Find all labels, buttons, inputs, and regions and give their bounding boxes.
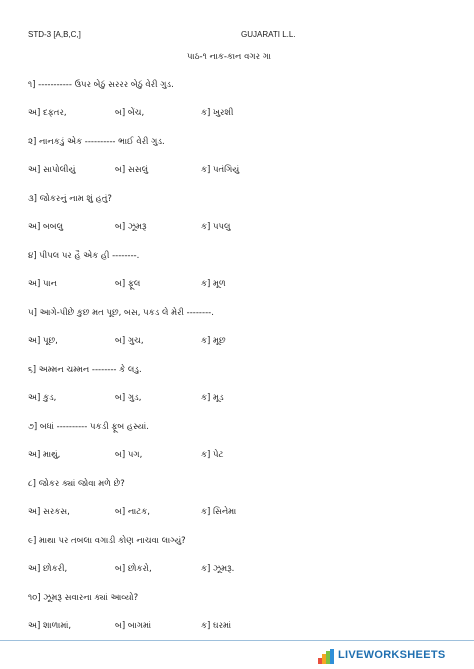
question-text: ૧૦] ઝૂમરૂ સવારના ક્યાં આવ્યો? xyxy=(28,593,139,603)
answer-option[interactable]: અ] પૂછ, xyxy=(28,336,58,346)
answer-option[interactable]: બ] બેંચ, xyxy=(115,108,145,118)
question-text: ૪] પીપલ પર હૈ એક હી --------. xyxy=(28,251,140,261)
answer-option[interactable]: અ] દફતર, xyxy=(28,108,67,118)
answer-option[interactable]: બ] છોકરો, xyxy=(115,564,152,574)
answer-option[interactable]: અ] સાપોલીયું xyxy=(28,165,76,175)
question-list xyxy=(28,76,458,646)
answer-option[interactable]: બ] નાટક, xyxy=(115,507,150,517)
question-text: ૨] નાનકડું એક ---------- ભાઈ વેરી ગુડ. xyxy=(28,137,165,147)
question-text: ૩] જોકરનું નામ શું હતું? xyxy=(28,194,112,204)
question-item xyxy=(28,304,458,361)
question-item xyxy=(28,475,458,532)
question-item xyxy=(28,76,458,133)
answer-option[interactable]: અ] બબલુ xyxy=(28,222,64,232)
class-label: STD-3 [A,B,C,] xyxy=(28,30,81,39)
liveworksheets-logo-icon xyxy=(318,649,334,664)
question-text: ૫] આગે-પીછે કુછ મત પૂછ, બસ, પકડ લે મેરી --------. xyxy=(28,308,214,318)
answer-option[interactable]: અ] શાળામાં, xyxy=(28,621,72,631)
answer-option[interactable]: અ] સરકસ, xyxy=(28,507,70,517)
answer-option[interactable]: બ] ઝૂમરૂ xyxy=(115,222,147,232)
question-item xyxy=(28,361,458,418)
answer-option[interactable]: બ] ગુચ, xyxy=(115,336,144,346)
answer-option[interactable]: ક] પપલુ xyxy=(201,222,231,232)
answer-option[interactable]: અ] પાન xyxy=(28,279,57,289)
question-item xyxy=(28,133,458,190)
question-item xyxy=(28,532,458,589)
answer-option[interactable]: બ] ગુડ, xyxy=(115,393,142,403)
answer-option[interactable]: ક] ઝૂમરૂ. xyxy=(201,564,235,574)
answer-option[interactable]: બ] બાગમાં xyxy=(115,621,152,631)
answer-option[interactable]: ક] મૂછ xyxy=(201,336,226,346)
answer-option[interactable]: ક] મૂડ xyxy=(201,393,224,403)
question-item xyxy=(28,190,458,247)
answer-option[interactable]: અ] છોકરી, xyxy=(28,564,68,574)
answer-option[interactable]: ક] ઘરમાં xyxy=(201,621,232,631)
answer-option[interactable]: બ] ફૂલ xyxy=(115,279,141,289)
question-text: ૯] માથા પર તબલા વગાડી કોણ નાચવા લાગ્યું? xyxy=(28,536,186,546)
question-item xyxy=(28,247,458,304)
subject-label: GUJARATI L.L. xyxy=(241,30,296,39)
question-text: ૭] બધાં ---------- પકડી ફૂબ હસ્યાં. xyxy=(28,422,149,432)
question-item xyxy=(28,589,458,646)
brand-text: LIVEWORKSHEETS xyxy=(338,649,446,661)
question-text: ૮] જોકર ક્યાં જોવા મળે છે? xyxy=(28,479,125,489)
answer-option[interactable]: ક] પેટ xyxy=(201,450,224,460)
answer-option[interactable]: બ] પગ, xyxy=(115,450,143,460)
answer-option[interactable]: અ] માથું, xyxy=(28,450,61,460)
lesson-title: પાઠ-૧ નાક-કાન વગર ગા xyxy=(187,52,271,62)
answer-option[interactable]: ક] મૂળ xyxy=(201,279,226,289)
footer xyxy=(0,640,474,669)
answer-option[interactable]: ક] ખુરશી xyxy=(201,108,234,118)
question-item xyxy=(28,418,458,475)
answer-option[interactable]: ક] પતંગિયું xyxy=(201,165,240,175)
answer-option[interactable]: ક] સિનેમા xyxy=(201,507,237,517)
question-text: ૬] અમ્મન ચમ્મન -------- કે લડુ. xyxy=(28,365,142,375)
question-text: ૧] ----------- ઉપર બેઠું સરરર બેઠું વેરી ગુડ. xyxy=(28,80,174,90)
answer-option[interactable]: અ] કુડ, xyxy=(28,393,57,403)
answer-option[interactable]: બ] સસલું xyxy=(115,165,149,175)
